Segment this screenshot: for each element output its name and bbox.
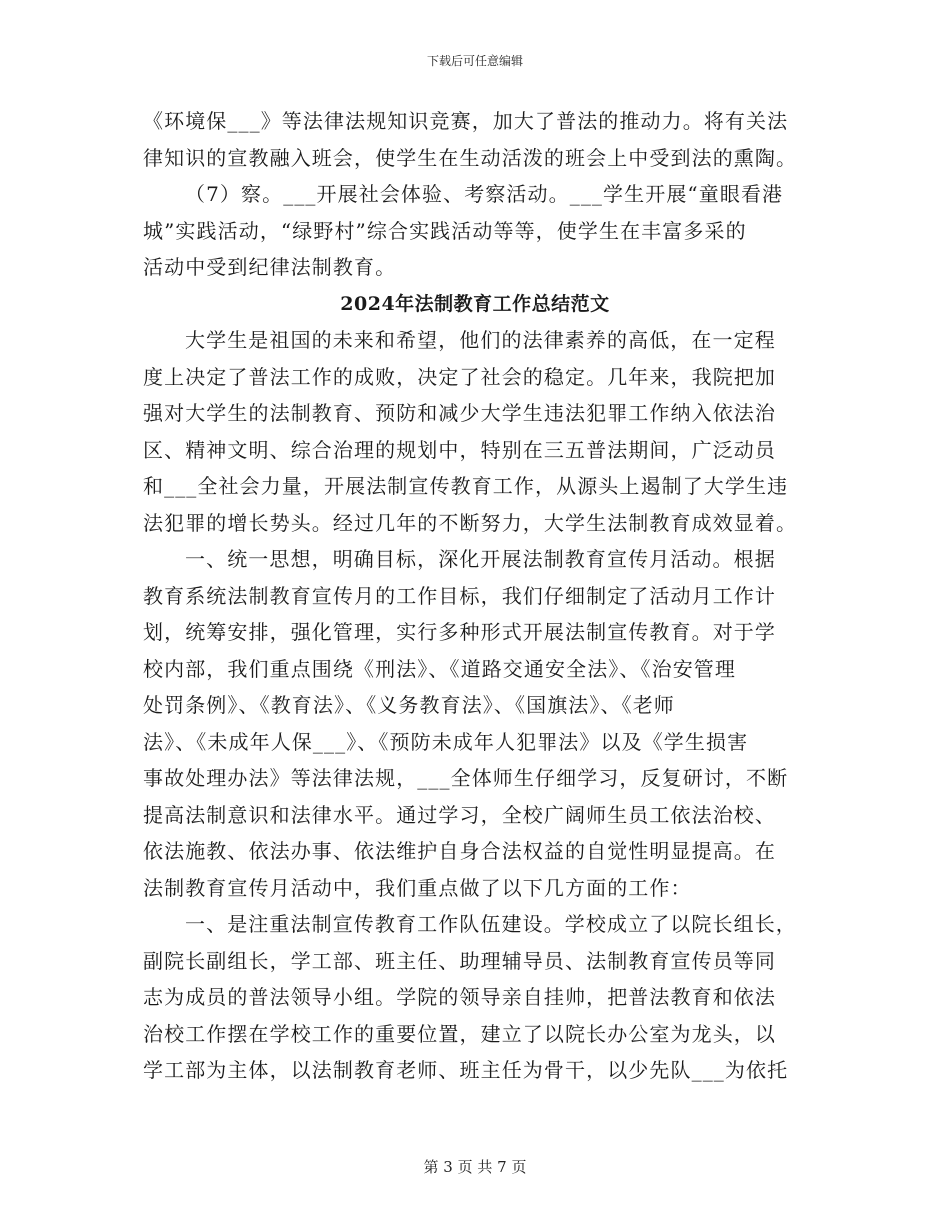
paragraph-line: 法犯罪的增长势头。经过几年的不断努力，大学生法制教育成效显着。	[143, 510, 798, 535]
paragraph-line: （7）察。___开展社会体验、考察活动。___学生开展“童眼看港	[185, 182, 784, 206]
paragraph-line: 和___全社会力量，开展法制宣传教育工作，从源头上遏制了大学生违	[143, 474, 789, 498]
paragraph-line: 一、统一思想，明确目标，深化开展法制教育宣传月活动。根据	[185, 547, 776, 571]
page-header: 下载后可任意编辑	[426, 54, 523, 68]
paragraph-line: 治校工作摆在学校工作的重要位置，建立了以院长办公室为龙头，以	[143, 1021, 776, 1046]
paragraph-line: 提高法制意识和法律水平。通过学习，全校广阔师生员工依法治校、	[143, 802, 776, 827]
paragraph-line: 校内部，我们重点围绕《刑法》、《道路交通安全法》、《治安管理	[143, 656, 736, 681]
paragraph-line: 依法施教、依法办事、依法维护自身合法权益的自觉性明显提高。在	[143, 839, 776, 863]
paragraph-line: 强对大学生的法制教育、预防和减少大学生违法犯罪工作纳入依法治	[143, 401, 776, 425]
paragraph-line: 城”实践活动，“绿野村”综合实践活动等等，使学生在丰富多采的	[143, 218, 747, 243]
paragraph-line: 教育系统法制教育宣传月的工作目标，我们仔细制定了活动月工作计	[143, 583, 776, 608]
paragraph-line: 法》、《未成年人保___》、《预防未成年人犯罪法》以及《学生损害	[143, 729, 749, 754]
paragraph-line: 志为成员的普法领导小组。学院的领导亲自挂帅，把普法教育和依法	[143, 985, 776, 1009]
paragraph-line: 度上决定了普法工作的成败，决定了社会的稳定。几年来，我院把加	[143, 364, 776, 389]
paragraph-line: 一、是注重法制宣传教育工作队伍建设。学校成立了以院长组长，	[185, 912, 797, 936]
paragraph-line: 副院长副组长，学工部、班主任、助理辅导员、法制教育宣传员等同	[143, 948, 776, 973]
paragraph-line: 大学生是祖国的未来和希望，他们的法律素养的高低，在一定程	[185, 328, 776, 352]
paragraph-line: 划，统筹安排，强化管理，实行多种形式开展法制宣传教育。对于学	[143, 620, 776, 644]
paragraph-line: 处罚条例》、《教育法》、《义务教育法》、《国旗法》、《老师	[143, 693, 675, 717]
paragraph-line: 《环境保___》等法律法规知识竞赛，加大了普法的推动力。将有关法	[143, 109, 789, 133]
paragraph-line: 学工部为主体，以法制教育老师、班主任为骨干，以少先队___为依托	[143, 1058, 789, 1082]
document-body	[143, 103, 807, 1089]
paragraph-line: 活动中受到纪律法制教育。	[143, 255, 397, 279]
paragraph-line: 法制教育宣传月活动中，我们重点做了以下几方面的工作：	[143, 875, 692, 900]
paragraph-line: 律知识的宣教融入班会，使学生在生动活泼的班会上中受到法的熏陶。	[143, 145, 798, 170]
page-footer: 第 3 页 共 7 页	[423, 1158, 527, 1176]
paragraph-line: 事故处理办法》等法律法规，___全体师生仔细学习，反复研讨，不断	[143, 766, 789, 790]
section-title: 2024年法制教育工作总结范文	[340, 292, 610, 315]
paragraph-line: 区、精神文明、综合治理的规划中，特别在三五普法期间，广泛动员	[143, 437, 776, 462]
